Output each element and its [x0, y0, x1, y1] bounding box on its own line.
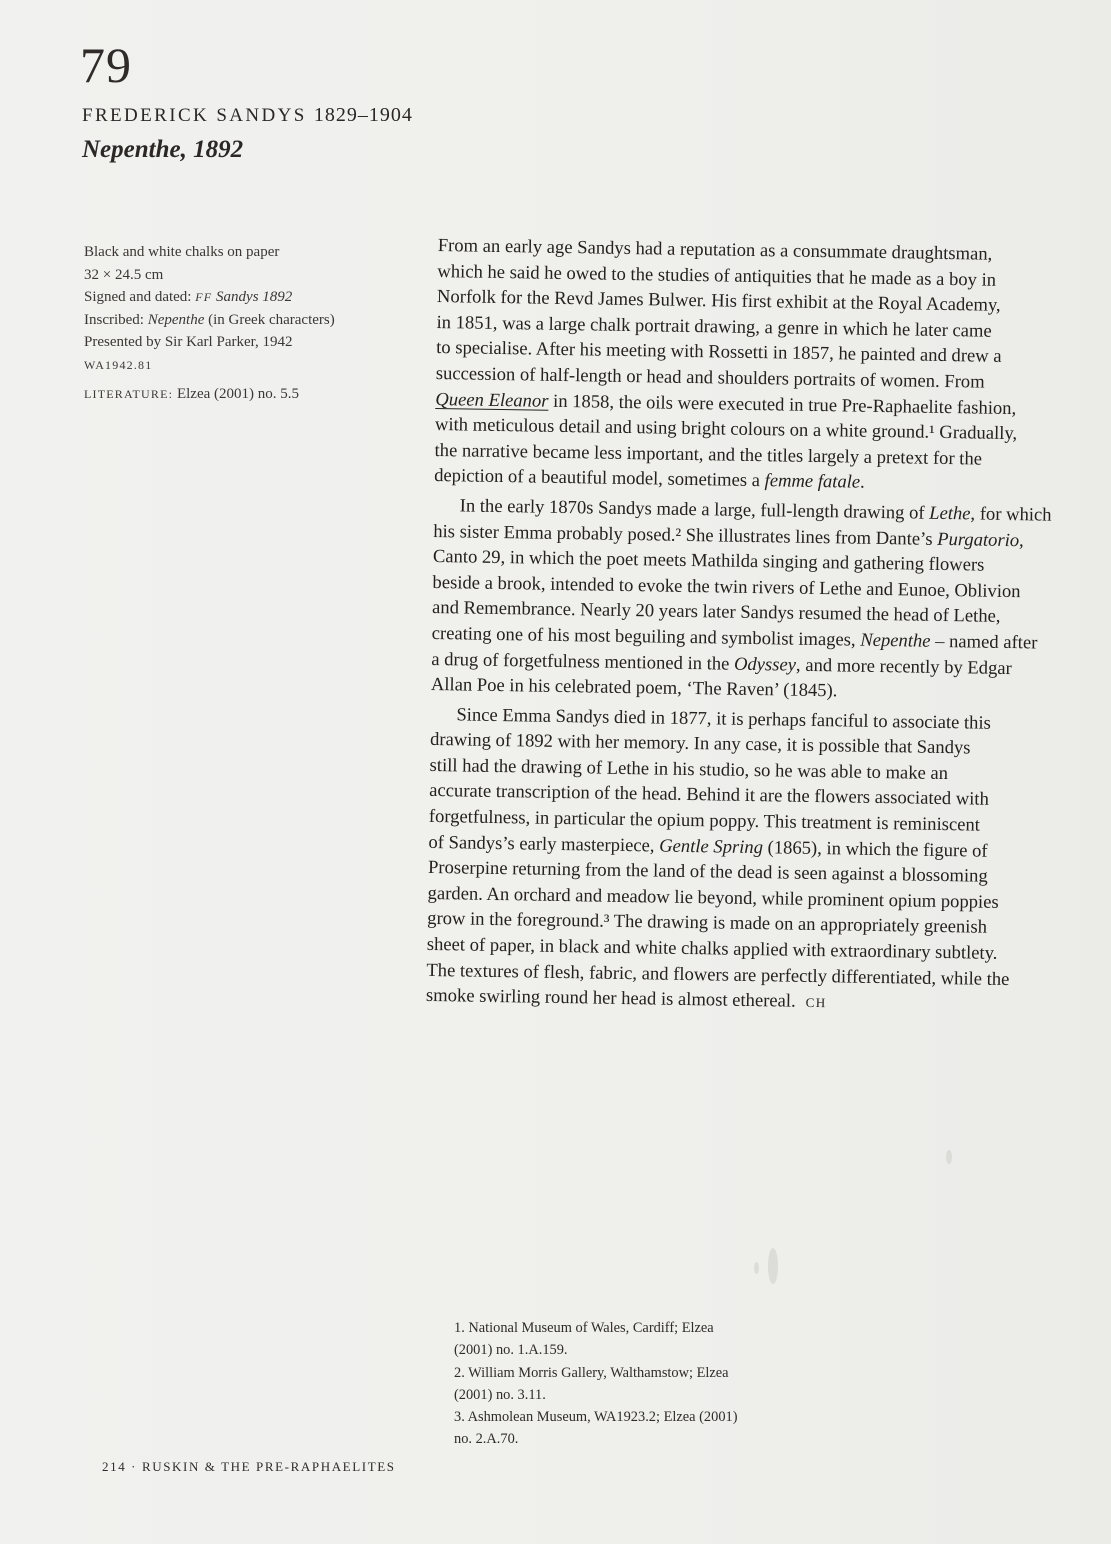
text-line: which he said he owed to the studies of antiquities that he made as a boy in: [437, 260, 997, 291]
text-line: Allan Poe in his celebrated poem, ‘The Raven’ (1845).: [430, 674, 838, 702]
text-line: creating one of his most beguiling and symbolist images, Nepenthe – named after: [431, 622, 1038, 654]
medium: Black and white chalks on paper: [84, 244, 280, 260]
text-line: with meticulous detail and using bright colours on a white ground.¹ Gradually,: [434, 414, 1018, 445]
author-initials: CH: [805, 995, 827, 1011]
text-line: still had the drawing of Lethe in his studio, so he was able to make an: [429, 754, 949, 784]
signed-value: Sandys 1892: [216, 289, 293, 306]
text-line: the narrative became less important, and the titles largely a pretext for the: [434, 439, 983, 470]
text-line: Proserpine returning from the land of the dead is seen against a blossoming: [427, 857, 988, 887]
inscription-line: [84, 309, 404, 332]
signed-mark: FF: [195, 290, 213, 305]
text-line: The textures of flesh, fabric, and flowers are perfectly differentiated, while the: [426, 959, 1010, 990]
running-title: RUSKIN & THE PRE-RAPHAELITES: [141, 1459, 396, 1474]
footnotes: [454, 1317, 794, 1451]
paragraph-3: [426, 702, 1091, 1020]
footnote-line: (2001) no. 3.11.: [454, 1386, 546, 1403]
literature-value: Elzea (2001) no. 5.5: [173, 385, 299, 402]
text-line: Norfolk for the Revd James Bulwer. His first exhibit at the Royal Academy,: [436, 286, 1001, 317]
artist-dates: 1829–1904: [313, 104, 413, 126]
footnote-line: 1. National Museum of Wales, Cardiff; Elzea: [454, 1320, 714, 1336]
paragraph-2: [431, 493, 1094, 708]
text-line: depiction of a beautiful model, sometimes a femme fatale.: [434, 465, 865, 494]
text-line: of Sandys’s early masterpiece, Gentle Spring (1865), in which the figure of: [428, 831, 988, 862]
work-reference: Nepenthe: [860, 629, 931, 652]
text-line: In the early 1870s Sandys made a large, full-length drawing of Lethe, for which: [459, 495, 1052, 526]
work-reference: Odyssey: [733, 653, 797, 676]
footnote-line: 3. Ashmolean Museum, WA1923.2; Elzea (2001): [454, 1409, 738, 1426]
artist-heading: [82, 104, 413, 127]
text-line: in 1851, was a large chalk portrait drawing, a genre in which he later came: [436, 311, 992, 342]
paper-speck: [768, 1248, 778, 1284]
text-line: Since Emma Sandys died in 1877, it is perhaps fanciful to associate this: [456, 704, 992, 734]
footnote-line: (2001) no. 1.A.159.: [454, 1342, 568, 1359]
entry-number: 79: [80, 37, 132, 93]
paragraph-1: [434, 233, 1098, 499]
text-line: succession of half-length or head and shoulders portraits of women. From: [435, 362, 985, 393]
signed-label: Signed and dated:: [84, 289, 196, 306]
paper-speck: [754, 1262, 759, 1274]
artist-name: FREDERICK SANDYS: [82, 105, 307, 126]
inscribed-value: Nepenthe: [147, 311, 205, 328]
text-line: smoke swirling round her head is almost ethereal. CH: [425, 985, 827, 1012]
page-footer: [102, 1459, 396, 1475]
signature-line: [84, 286, 404, 309]
literature-line: [84, 383, 404, 406]
literature-label: LITERATURE:: [84, 386, 174, 401]
text-line: grow in the foreground.³ The drawing is made on an appropriately greenish: [427, 908, 988, 939]
text-line: Canto 29, in which the poet meets Mathilda singing and gathering flowers: [432, 546, 985, 576]
text-line: garden. An orchard and meadow lie beyond, while prominent opium poppies: [427, 882, 999, 913]
work-reference: Purgatorio: [937, 528, 1020, 551]
text-line: From an early age Sandys had a reputation as a consummate draughtsman,: [437, 234, 993, 265]
provenance: Presented by Sir Karl Parker, 1942: [84, 334, 293, 351]
text-line: to specialise. After his meeting with Rossetti in 1857, he painted and drew a: [436, 337, 1002, 368]
text-line: sheet of paper, in black and white chalks applied with extraordinary subtlety.: [426, 933, 998, 964]
text-line: beside a brook, intended to evoke the twin rivers of Lethe and Eunoe, Oblivion: [432, 571, 1021, 602]
dimensions: 32 × 24.5 cm: [84, 266, 164, 283]
inscribed-note: (in Greek characters): [204, 311, 335, 328]
work-reference: Queen Eleanor: [435, 388, 549, 412]
folio-separator: ·: [126, 1459, 142, 1474]
footnote-line: 2. William Morris Gallery, Walthamstow; Elzea: [454, 1364, 729, 1381]
footnote-line: no. 2.A.70.: [454, 1431, 519, 1448]
essay-text: [426, 233, 1098, 1020]
work-reference: Lethe: [929, 502, 971, 525]
work-reference: Gentle Spring: [659, 835, 764, 858]
page-number: 214: [102, 1459, 127, 1474]
work-title: Nepenthe, 1892: [82, 136, 244, 163]
text-line: his sister Emma probably posed.² She illustrates lines from Dante’s Purgatorio,: [433, 520, 1024, 551]
italic-term: femme fatale: [764, 470, 861, 494]
text-line: Queen Eleanor in 1858, the oils were executed in true Pre-Raphaelite fashion,: [435, 388, 1017, 419]
text-line: and Remembrance. Nearly 20 years later Sandys resumed the head of Lethe,: [431, 597, 1001, 628]
text-line: a drug of forgetfulness mentioned in the Odyssey, and more recently by Edgar: [431, 648, 1012, 679]
catalogue-details: [84, 241, 404, 405]
text-line: forgetfulness, in particular the opium poppy. This treatment is reminiscent: [428, 805, 981, 836]
accession-number: WA1942.81: [84, 357, 153, 372]
paper-speck: [946, 1150, 952, 1164]
text-line: accurate transcription of the head. Behind it are the flowers associated with: [429, 780, 990, 811]
text-line: drawing of 1892 with her memory. In any case, it is possible that Sandys: [429, 729, 971, 759]
inscribed-label: Inscribed:: [84, 311, 148, 328]
